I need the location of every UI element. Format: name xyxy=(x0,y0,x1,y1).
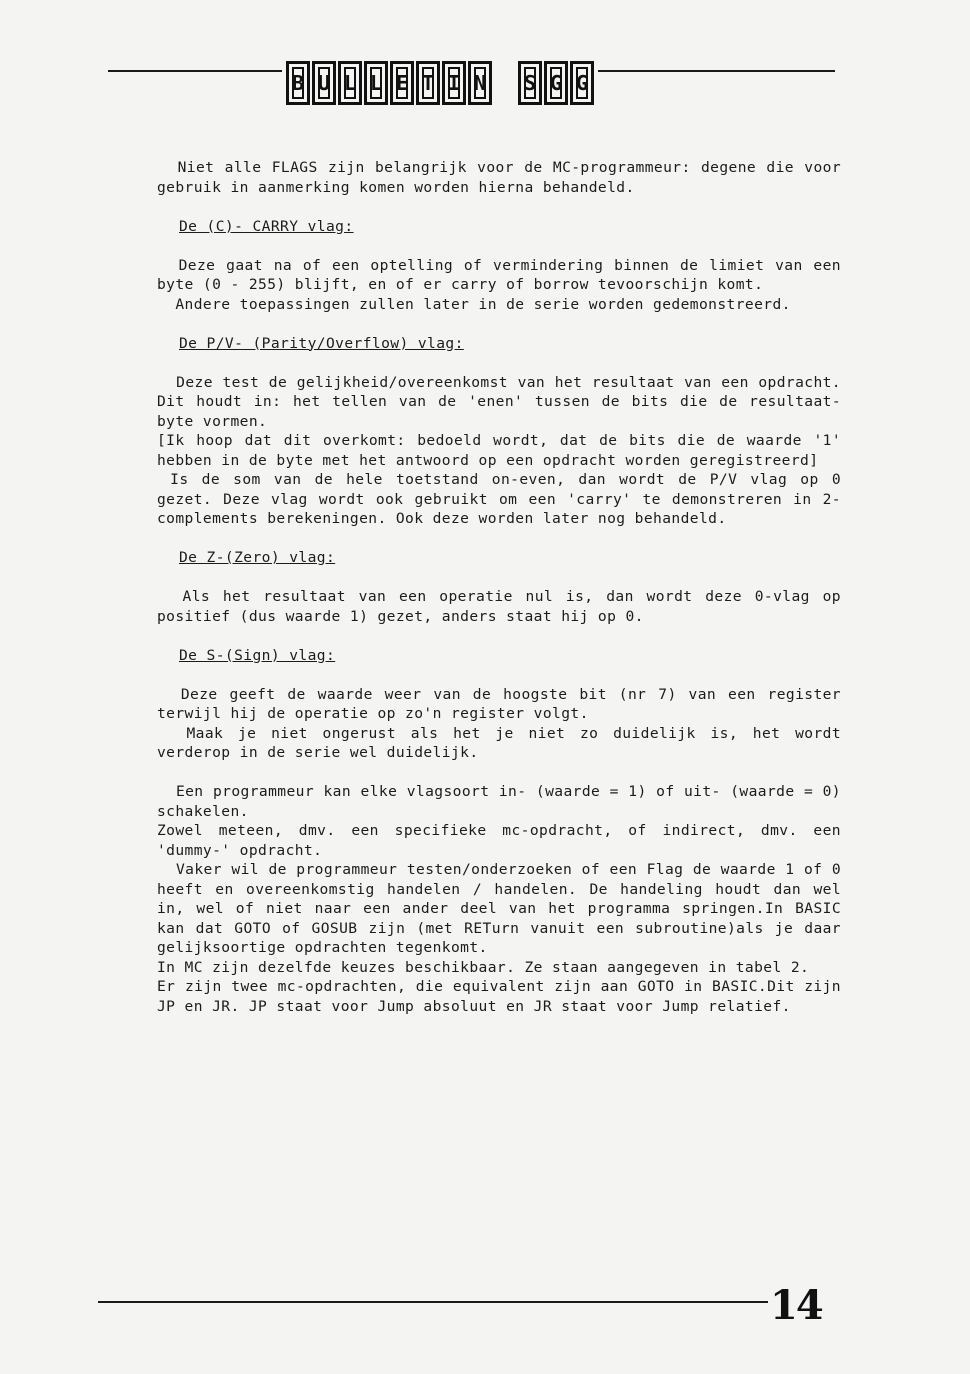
paragraph: [Ik hoop dat dit overkomt: bedoeld wordt, dat de bits die de waarde '1' hebben in de byte met het antwoord op een opdracht worden geregistreerd] xyxy=(157,432,851,469)
page-number: 14 xyxy=(770,1282,822,1329)
bottom-rule xyxy=(98,1301,768,1303)
paragraph: Andere toepassingen zullen later in de serie worden gedemonstreerd. xyxy=(157,295,791,313)
bulletin-sgg-masthead-logo xyxy=(282,58,598,108)
paragraph: Maak je niet ongerust als het je niet zo duidelijk is, het wordt verderop in de serie wel duidelijk. xyxy=(157,724,851,761)
paragraph: Deze geeft de waarde weer van de hoogste bit (nr 7) van een register terwijl hij de operatie op zo'n register volgt. xyxy=(157,685,851,722)
paragraph: Niet alle FLAGS zijn belangrijk voor de MC-programmeur: degene die voor gebruik in aanmerking komen worden hierna behandeld. xyxy=(157,159,851,196)
paragraph: Is de som van de hele toetstand on-even, dan wordt de P/V vlag op 0 gezet. Deze vlag wordt ook gebruikt om een 'carry' te demonstreren in 2-complements berekeningen. Ook deze worden later nog behandeld. xyxy=(157,471,851,527)
paragraph: Deze test de gelijkheid/overeenkomst van het resultaat van een opdracht. Dit houdt in: het tellen van de 'enen' tussen de bits die de resultaat-byte vormen. xyxy=(157,373,851,430)
paragraph: Er zijn twee mc-opdrachten, die equivalent zijn aan GOTO in BASIC.Dit zijn JP en JR. JP staat voor Jump absoluut en JR staat voor Jump relatief. xyxy=(157,978,851,1015)
masthead-letter: L xyxy=(338,61,362,105)
section-heading: De Z-(Zero) vlag: xyxy=(179,549,336,566)
masthead-letter: S xyxy=(518,61,542,105)
section-heading: De S-(Sign) vlag: xyxy=(179,646,336,664)
masthead-letter: I xyxy=(442,61,466,105)
paragraph: In MC zijn dezelfde keuzes beschikbaar. Ze staan aangegeven in tabel 2. xyxy=(157,958,810,976)
masthead-letter: E xyxy=(390,61,414,105)
paragraph: Deze gaat na of een optelling of vermindering binnen de limiet van een byte (0 - 255) blijft, en of er carry of borrow tevoorschijn komt. xyxy=(157,256,851,293)
paragraph: Een programmeur kan elke vlagsoort in- (waarde = 1) of uit- (waarde = 0) schakelen. xyxy=(157,783,851,820)
section-heading: De P/V- (Parity/Overflow) vlag: xyxy=(179,334,464,352)
paragraph: Zowel meteen, dmv. een specifieke mc-opdracht, of indirect, dmv. een 'dummy-' opdracht. xyxy=(157,822,851,859)
article-body xyxy=(157,158,851,1016)
paragraph: Als het resultaat van een operatie nul is, dan wordt deze 0-vlag op positief (dus waarde 1) gezet, anders staat hij op 0. xyxy=(157,588,851,625)
section-heading: De (C)- CARRY vlag: xyxy=(179,217,354,235)
masthead-letter: L xyxy=(364,61,388,105)
paragraph: Vaker wil de programmeur testen/onderzoeken of een Flag de waarde 1 of 0 heeft en overeenkomstig handelen / handelen. De handeling houdt dan wel in, wel of niet naar een ander deel van het programma springen.In BASIC kan dat GOTO of GOSUB zijn (met RETurn vanuit een subroutine)als je daar gelijksoortige opdrachten tegenkomt. xyxy=(157,861,851,956)
masthead-word-sgg xyxy=(518,61,594,105)
masthead-letter: T xyxy=(416,61,440,105)
masthead-word-bulletin xyxy=(286,61,492,105)
masthead-letter: N xyxy=(468,61,492,105)
masthead-letter: G xyxy=(570,61,594,105)
masthead-letter: U xyxy=(312,61,336,105)
masthead-letter: G xyxy=(544,61,568,105)
masthead-letter: B xyxy=(286,61,310,105)
